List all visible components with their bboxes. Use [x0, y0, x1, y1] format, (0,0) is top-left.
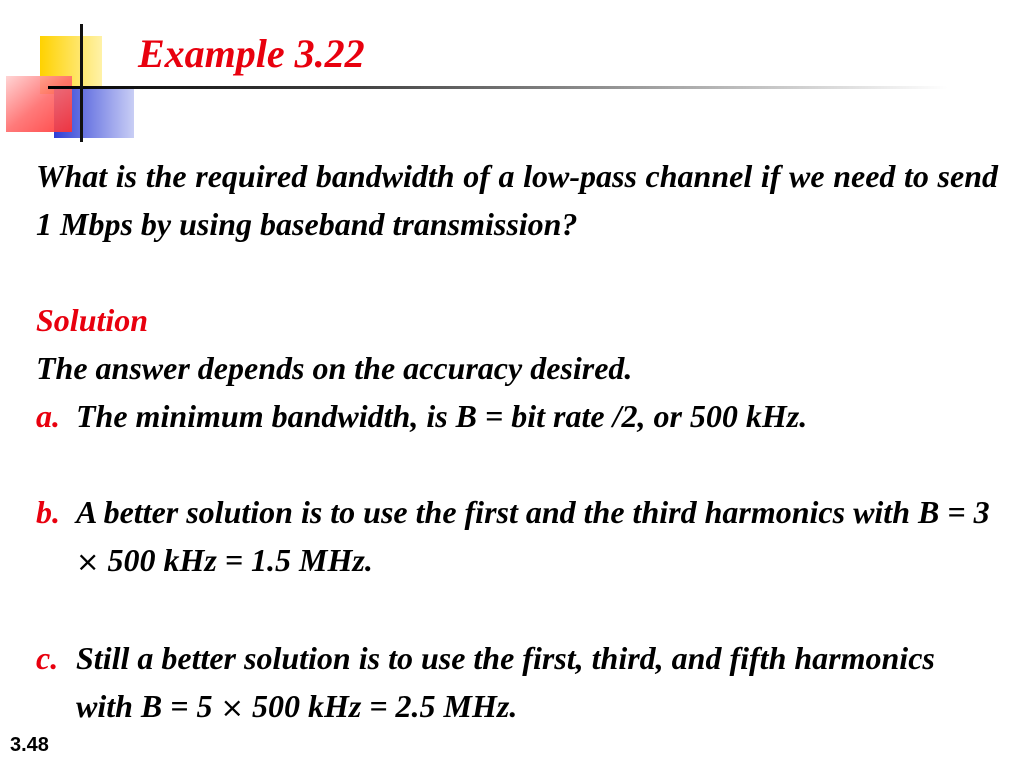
vertical-rule: [80, 24, 83, 142]
item-marker: c.: [36, 640, 59, 676]
slide-title: Example 3.22: [138, 31, 365, 76]
solution-heading: Solution: [36, 302, 149, 338]
multiply-symbol: ×: [76, 545, 100, 578]
horizontal-rule: [48, 86, 948, 89]
item-text-end: 500 kHz = 1.5 MHz.: [99, 542, 373, 578]
item-text: The minimum bandwidth, is B = bit rate /2, or 500 kHz.: [76, 398, 808, 434]
spacer: [36, 248, 998, 296]
question-text: What is the required bandwidth of a low-pass channel if we need to send 1 Mbps by using baseband transmission?: [36, 158, 998, 242]
page-number: 3.48: [10, 734, 49, 756]
spacer: [36, 586, 998, 634]
multiply-symbol: ×: [220, 691, 244, 724]
item-text: Still a better solution is to use the first, third, and fifth harmonics with B = 5: [76, 640, 935, 724]
slide-body: [36, 152, 998, 732]
item-text-end: 500 kHz = 2.5 MHz.: [243, 688, 518, 724]
spacer: [36, 440, 998, 488]
answer-item-a: [36, 392, 998, 440]
item-marker: a.: [36, 398, 60, 434]
item-marker: b.: [36, 494, 60, 530]
red-square: [6, 76, 72, 132]
answer-item-b: [36, 488, 998, 586]
answer-item-c: [36, 634, 998, 732]
item-text: A better solution is to use the first and the third harmonics with B = 3: [76, 494, 990, 530]
solution-intro: The answer depends on the accuracy desired.: [36, 350, 633, 386]
